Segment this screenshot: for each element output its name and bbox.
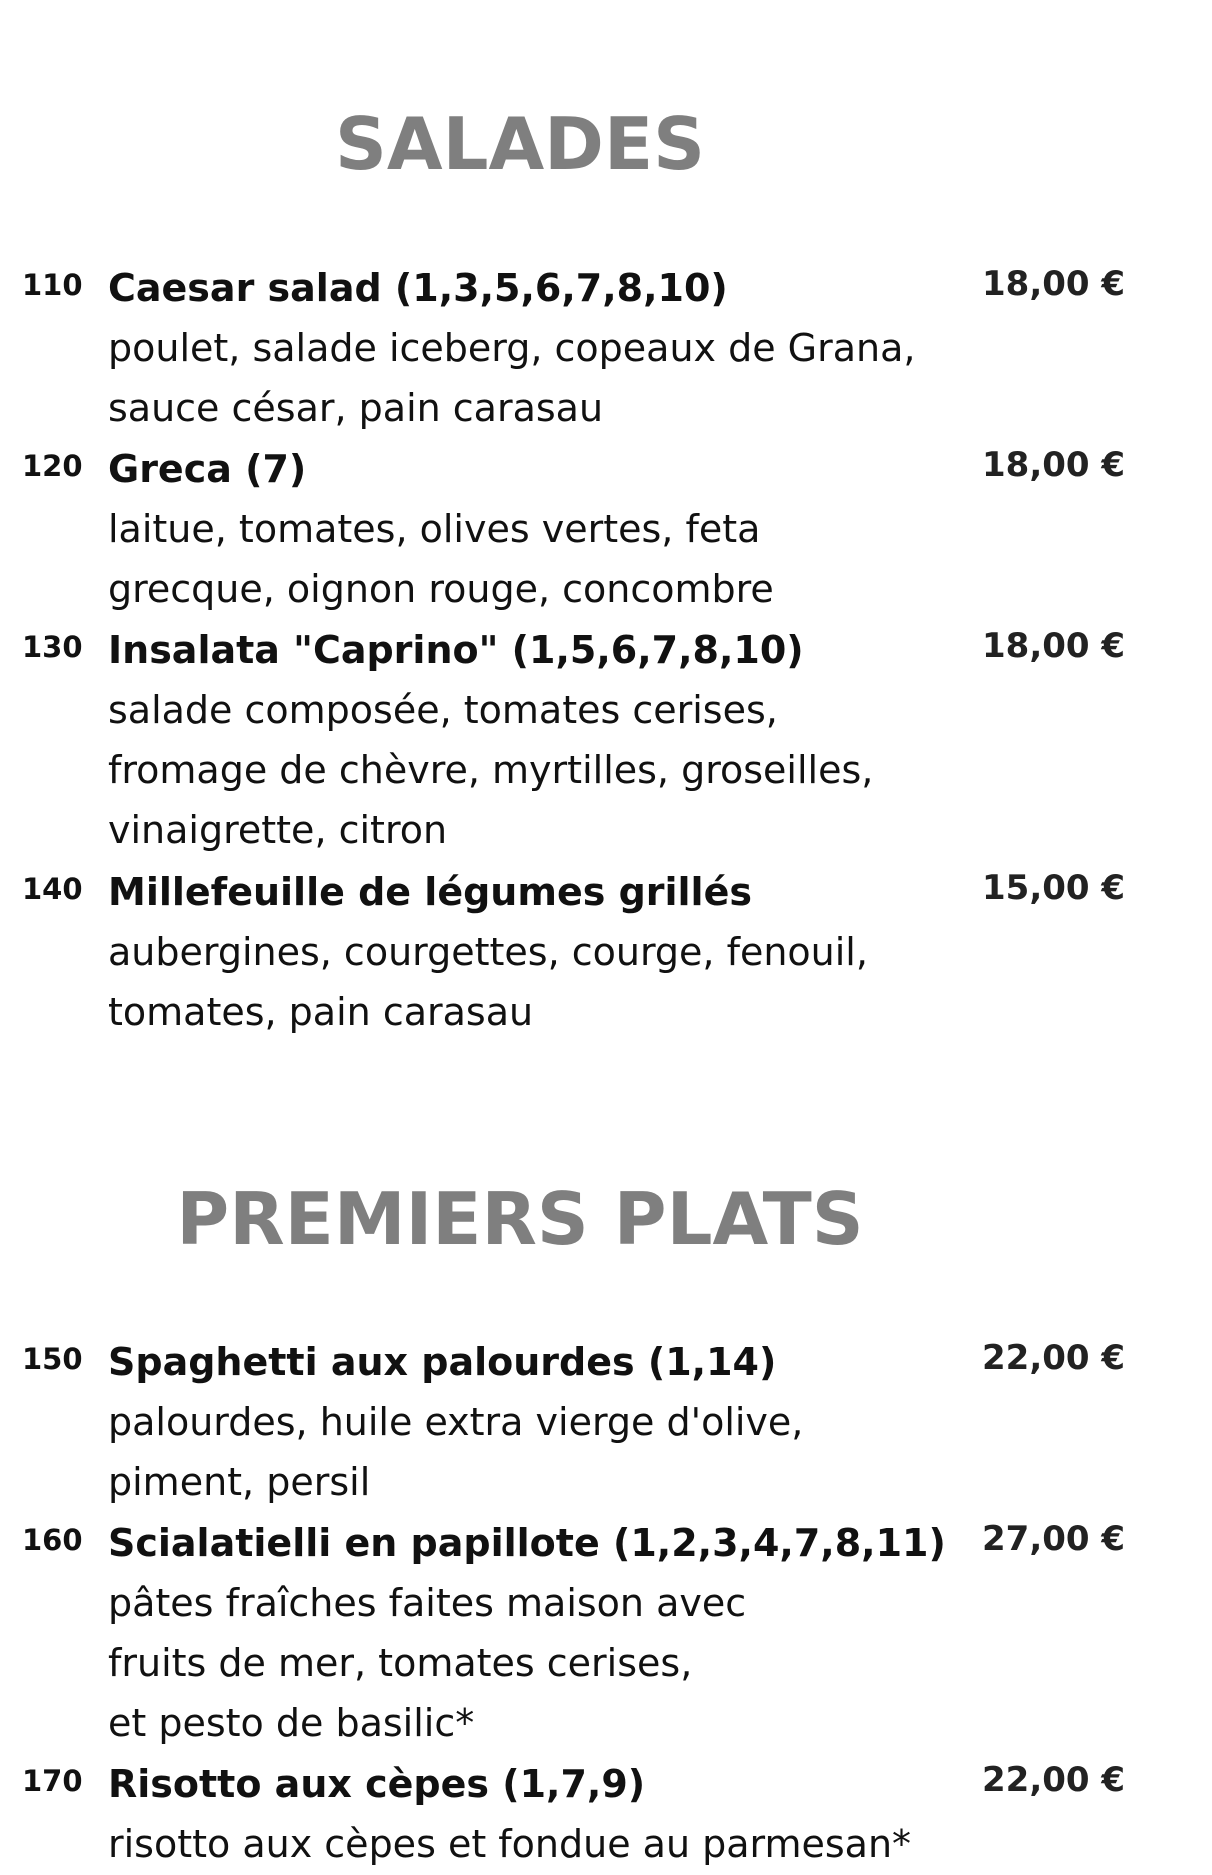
item-price: 18,00 €: [982, 445, 1126, 485]
item-number: 130: [22, 630, 83, 664]
item-price: 22,00 €: [982, 1338, 1126, 1378]
description-line: fruits de mer, tomates cerises,: [108, 1641, 693, 1685]
description-line: aubergines, courgettes, courge, fenouil,: [108, 930, 868, 974]
item-description: [108, 1573, 746, 1753]
section-title-salades: SALADES: [335, 102, 705, 186]
item-number: 120: [22, 449, 83, 483]
item-price: 27,00 €: [982, 1519, 1126, 1559]
item-number: 160: [22, 1523, 83, 1557]
description-line: palourdes, huile extra vierge d'olive,: [108, 1400, 804, 1444]
description-line: pâtes fraîches faites maison avec: [108, 1581, 747, 1625]
description-line: laitue, tomates, olives vertes, feta: [108, 507, 761, 551]
description-line: piment, persil: [108, 1460, 371, 1504]
item-price: 15,00 €: [982, 868, 1126, 908]
item-name: Millefeuille de légumes grillés: [108, 870, 752, 914]
description-line: vinaigrette, citron: [108, 808, 448, 852]
item-name: Insalata "Caprino" (1,5,6,7,8,10): [108, 628, 804, 672]
item-price: 18,00 €: [982, 264, 1126, 304]
section-title-premiers-plats: PREMIERS PLATS: [176, 1177, 864, 1261]
description-line: tomates, pain carasau: [108, 990, 534, 1034]
item-name: Risotto aux cèpes (1,7,9): [108, 1762, 646, 1806]
item-description: [108, 1392, 803, 1512]
description-line: sauce césar, pain carasau: [108, 386, 604, 430]
item-name: Greca (7): [108, 447, 307, 491]
item-number: 170: [22, 1764, 83, 1798]
item-price: 18,00 €: [982, 626, 1126, 666]
item-name: Scialatielli en papillote (1,2,3,4,7,8,11): [108, 1521, 946, 1565]
item-description: [108, 499, 774, 619]
item-number: 110: [22, 268, 83, 302]
item-description: [108, 1814, 911, 1874]
description-line: salade composée, tomates cerises,: [108, 688, 778, 732]
item-number: 150: [22, 1342, 83, 1376]
item-price: 22,00 €: [982, 1760, 1126, 1800]
description-line: poulet, salade iceberg, copeaux de Grana,: [108, 326, 916, 370]
description-line: grecque, oignon rouge, concombre: [108, 567, 774, 611]
description-line: risotto aux cèpes et fondue au parmesan*: [108, 1822, 912, 1866]
item-description: [108, 922, 868, 1042]
description-line: fromage de chèvre, myrtilles, groseilles,: [108, 748, 874, 792]
item-description: [108, 318, 915, 438]
item-name: Caesar salad (1,3,5,6,7,8,10): [108, 266, 728, 310]
item-number: 140: [22, 872, 83, 906]
item-name: Spaghetti aux palourdes (1,14): [108, 1340, 777, 1384]
item-description: [108, 680, 873, 860]
description-line: et pesto de basilic*: [108, 1701, 475, 1745]
